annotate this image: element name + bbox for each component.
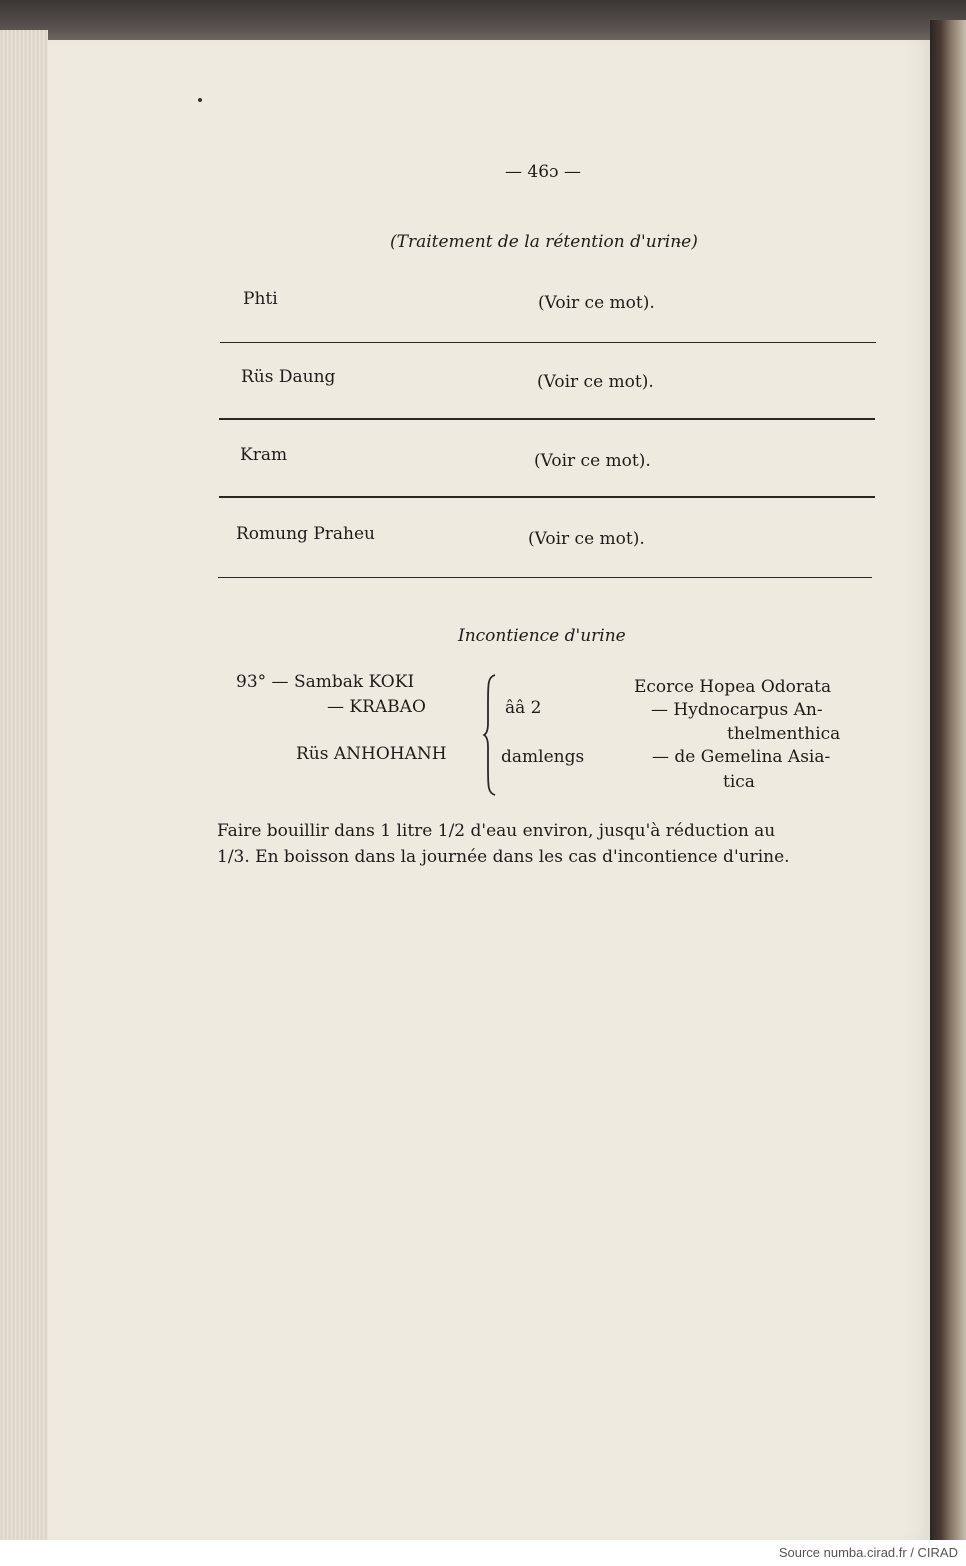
section-title-incontinence: Incontience d'urine — [458, 626, 626, 646]
recipe-description: Ecorce Hopea Odorata — [634, 677, 832, 697]
divider — [220, 342, 876, 343]
entry-name: Rüs Daung — [241, 367, 336, 387]
section-title: (Traitement de la rétention d'urin̵e) — [390, 232, 698, 252]
recipe-quantity: ââ 2 — [505, 698, 542, 718]
recipe-ingredient: 93° — Sambak KOKI — [236, 672, 415, 692]
recipe-description: — de Gemelina Asia- — [652, 747, 831, 767]
book-page-edges — [0, 30, 48, 1540]
recipe-ingredient: Rüs ANHOHANH — [296, 744, 447, 764]
recipe-quantity-unit: damlengs — [501, 747, 585, 767]
entry-ref: (Voir ce mot). — [537, 372, 654, 392]
book-gutter — [930, 20, 966, 1540]
paragraph-line: 1/3. En boisson dans la journée dans les cas d'incontience d'urine. — [217, 847, 790, 867]
speck — [198, 98, 202, 102]
entry-ref: (Voir ce mot). — [528, 529, 645, 549]
entry-ref: (Voir ce mot). — [534, 451, 651, 471]
divider — [218, 577, 872, 578]
instructions-paragraph — [217, 818, 887, 870]
source-credit: Source numba.cirad.fr / CIRAD — [778, 1545, 958, 1560]
entry-name: Kram — [240, 445, 288, 465]
paragraph-line: Faire bouillir dans 1 litre 1/2 d'eau environ, jusqu'à réduction au — [217, 821, 776, 841]
divider — [219, 418, 875, 420]
curly-brace — [483, 673, 499, 797]
page-number: — 46ɔ — — [505, 162, 581, 182]
recipe-description: — Hydnocarpus An- — [651, 700, 823, 720]
recipe-description: thelmenthica — [727, 724, 841, 744]
entry-name: Phti — [243, 289, 278, 309]
recipe-description: tica — [723, 772, 755, 792]
entry-name: Romung Praheu — [236, 524, 375, 544]
recipe-ingredient: — KRABAO — [327, 697, 426, 717]
entry-ref: (Voir ce mot). — [538, 293, 655, 313]
divider — [219, 496, 875, 498]
